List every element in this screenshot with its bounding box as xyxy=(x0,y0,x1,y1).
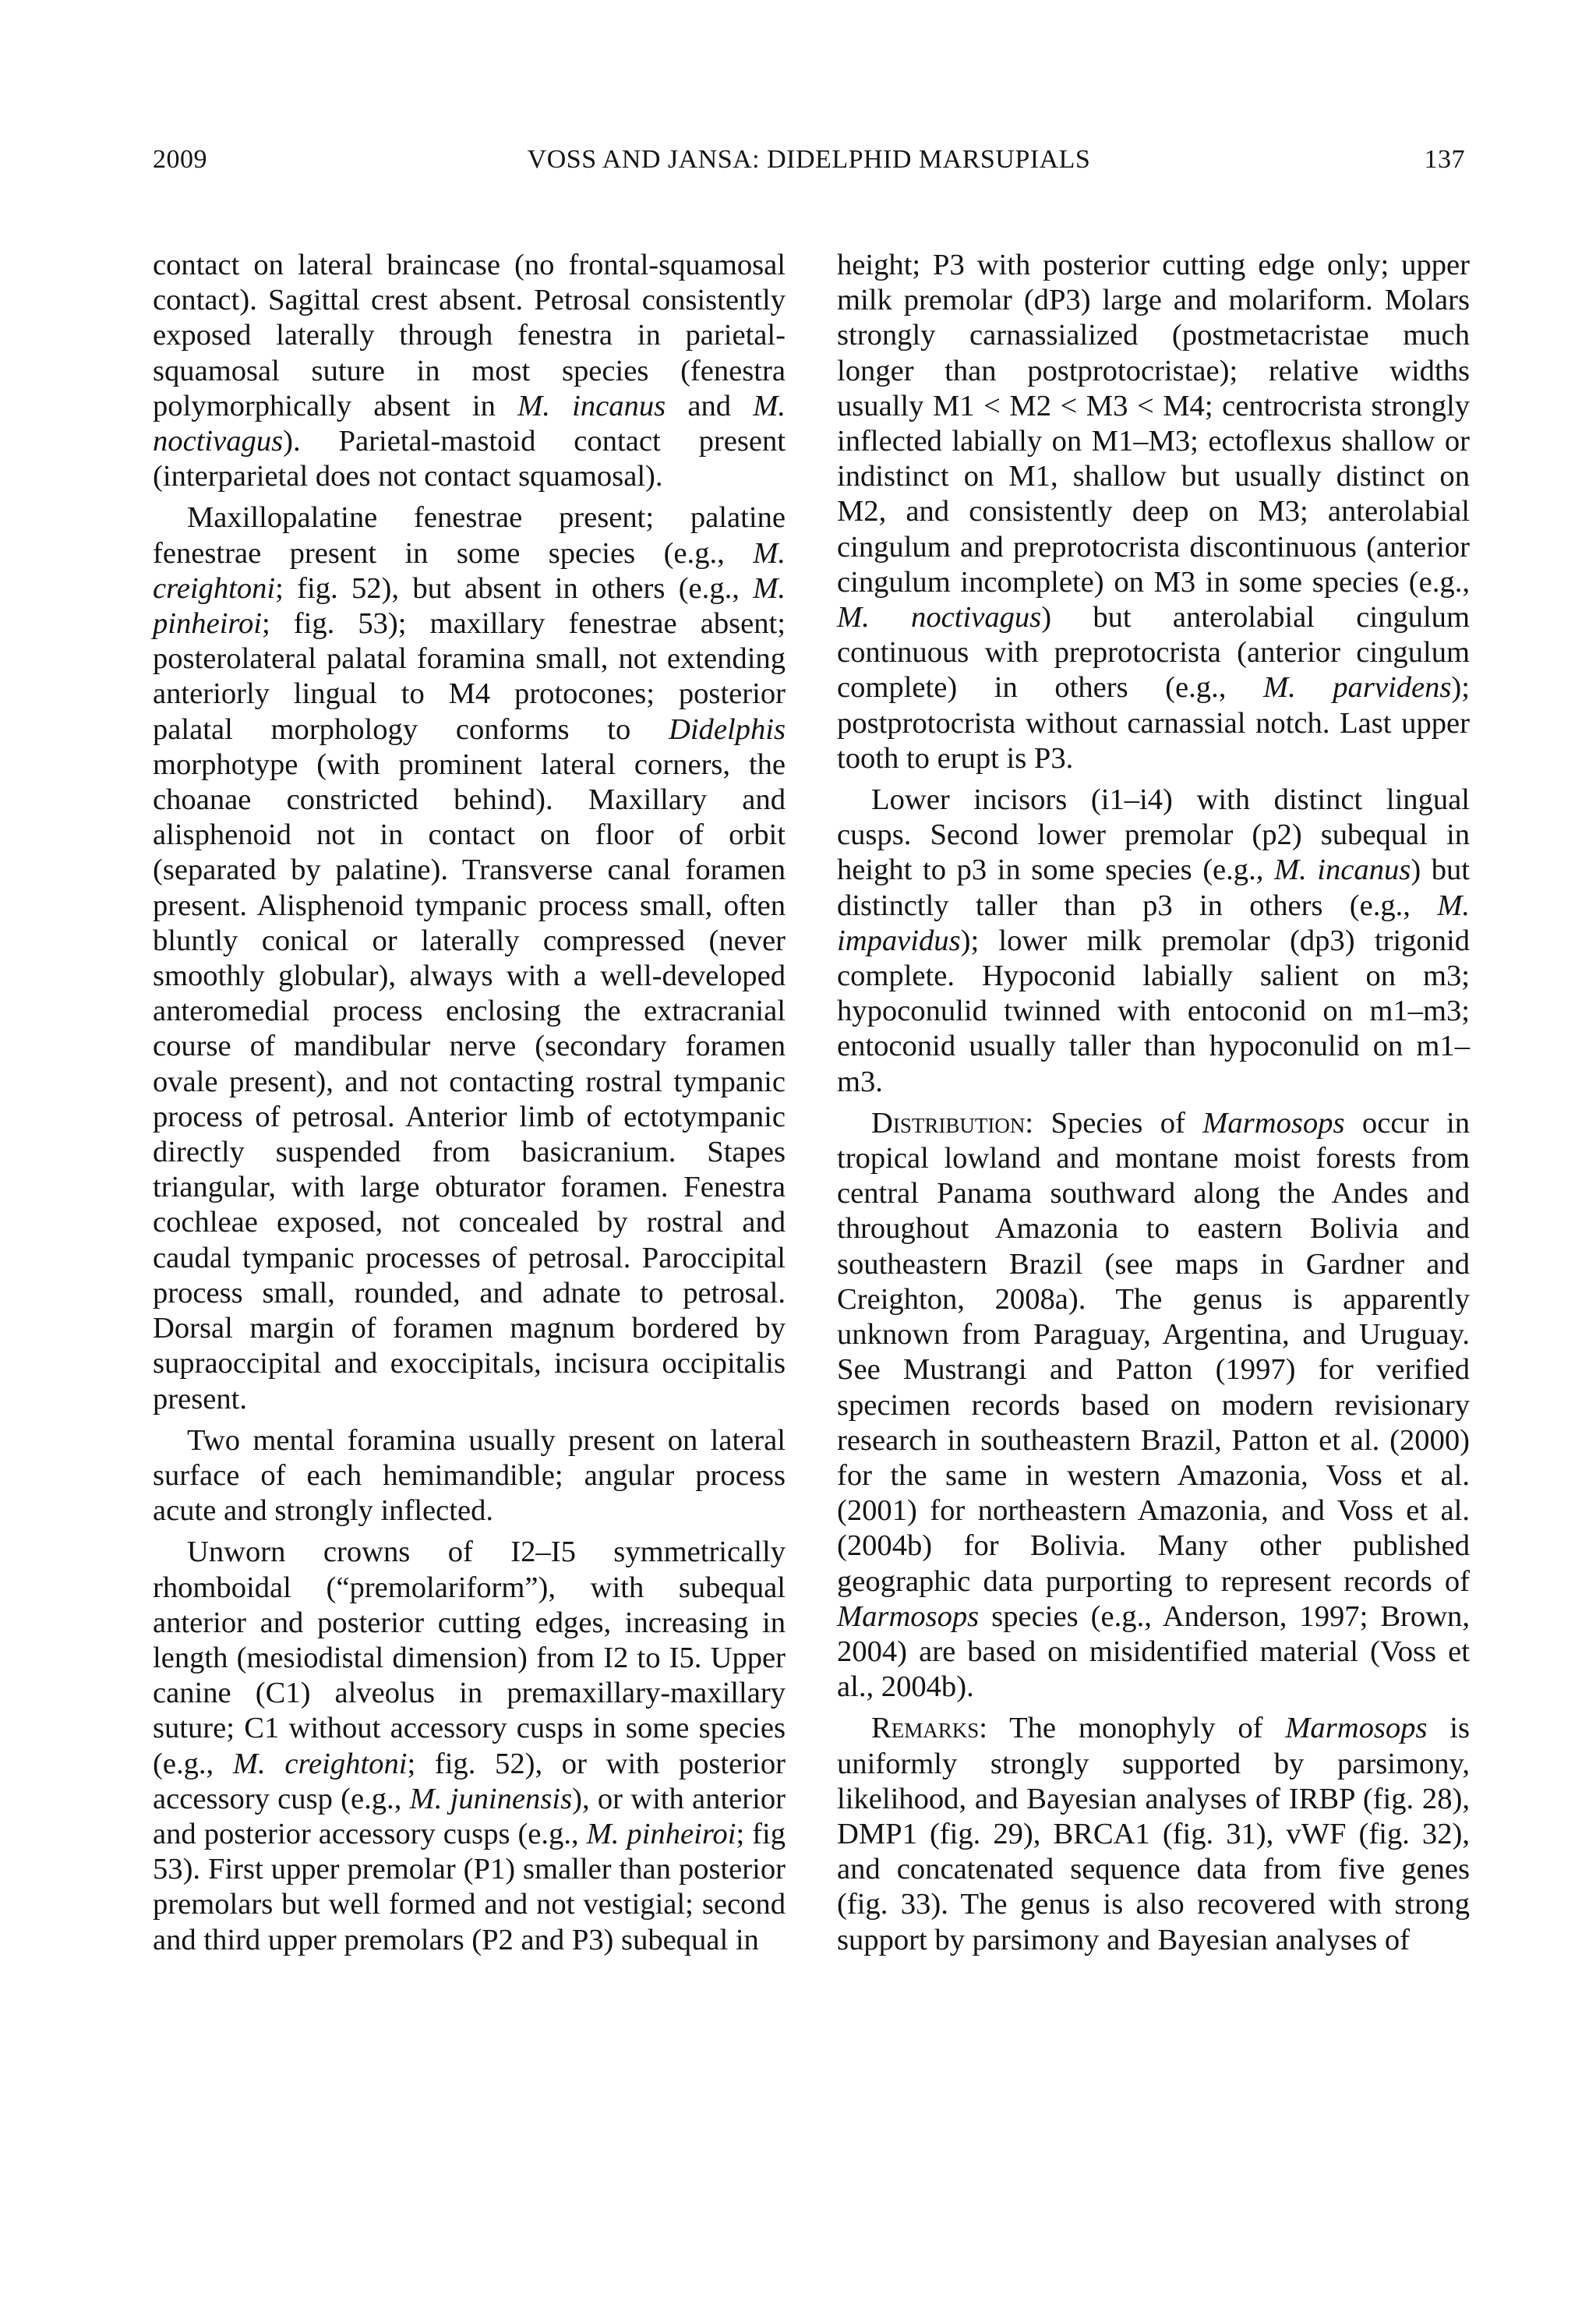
distribution-heading: Distribution xyxy=(871,1106,1026,1140)
paragraph-braincase: contact on lateral braincase (no frontal-squamosal contact). Sagittal crest absent. Petrosal consistently exposed laterally through fenestra in parietal-squamosal suture in most species (fenestra polymorphically absent in M. incanus and M. noctivagus). Parietal-mastoid contact present (interparietal does not contact squamosal). xyxy=(153,249,786,493)
paragraph-mandible: Two mental foramina usually present on lateral surface of each hemimandible; angular process acute and strongly inflected. xyxy=(153,1423,786,1528)
remarks-heading: Remarks xyxy=(871,1712,980,1745)
left-column xyxy=(153,248,786,1964)
header-year: 2009 xyxy=(153,145,207,174)
paragraph-distribution: Distribution: Species of Marmosops occur in tropical lowland and montane moist forests from central Panama southward along the Andes and throughout Amazonia to eastern Bolivia and southeastern Brazil (see maps in Gardner and Creighton, 2008a). The genus is apparently unknown from Paraguay, Argentina, and Uruguay. See Mustrangi and Patton (1997) for verified specimen records based on modern revisionary research in southeastern Brazil, Patton et al. (2000) for the same in western Amazonia, Voss et al. (2001) for northeastern Amazonia, and Voss et al. (2004b) for Bolivia. Many other published geographic data purporting to represent records of Marmosops species (e.g., Anderson, 1997; Brown, 2004) are based on misidentified material (Voss et al., 2004b). xyxy=(837,1106,1470,1704)
paragraph-lower-teeth: Lower incisors (i1–i4) with distinct lingual cusps. Second lower premolar (p2) subequal in height to p3 in some species (e.g., M. incanus) but distinctly taller than p3 in others (e.g., M. impavidus); lower milk premolar (dp3) trigonid complete. Hypoconid labially salient on m3; hypoconulid twinned with entoconid on m1–m3; entoconid usually taller than hypoconulid on m1–m3. xyxy=(837,783,1471,1098)
right-column xyxy=(837,248,1470,1964)
paragraph-palate: Maxillopalatine fenestrae present; palatine fenestrae present in some species (e.g., M. creightoni; fig. 52), but absent in others (e.g., M. pinheiroi; fig. 53); maxillary fenestrae absent; posterolateral palatal foramina small, not extending anteriorly lingual to M4 protocones; posterior palatal morphology conforms to Didelphis morphotype (with prominent lateral corners, the choanae constricted behind). Maxillary and alisphenoid not in contact on floor of orbit (separated by palatine). Transverse canal foramen present. Alisphenoid tympanic process small, often bluntly conical or laterally compressed (never smoothly globular), always with a well-developed anteromedial process enclosing the extracranial course of mandibular nerve (secondary foramen ovale present), and not contacting rostral tympanic process of petrosal. Anterior limb of ectotympanic directly suspended from basicranium. Stapes triangular, with large obturator foramen. Fenestra cochleae exposed, not concealed by rostral and caudal tympanic processes of petrosal. Paroccipital process small, rounded, and adnate to petrosal. Dorsal margin of foramen magnum bordered by supraoccipital and exoccipitals, incisura occipitalis present. xyxy=(153,501,786,1415)
paragraph-molars: height; P3 with posterior cutting edge only; upper milk premolar (dP3) large and molariform. Molars strongly carnassialized (postmetacristae much longer than postprotocristae); relative widths usually M1 < M2 < M3 < M4; centrocrista strongly inflected labially on M1–M3; ectoflexus shallow or indistinct on M1, shallow but usually distinct on M2, and consistently deep on M3; anterolabial cingulum and preprotocrista discontinuous (anterior cingulum incomplete) on M3 in some species (e.g., M. noctivagus) but anterolabial cingulum continuous with preprotocrista (anterior cingulum complete) in others (e.g., M. parvidens); postprotocrista without carnassial notch. Last upper tooth to erupt is P3. xyxy=(837,249,1470,775)
paragraph-remarks: Remarks: The monophyly of Marmosops is uniformly strongly supported by parsimony, likelihood, and Bayesian analyses of IRBP (fig. 28), DMP1 (fig. 29), BRCA1 (fig. 31), vWF (fig. 32), and concatenated sequence data from five genes (fig. 33). The genus is also recovered with strong support by parsimony and Bayesian analyses of xyxy=(837,1712,1470,1956)
running-header xyxy=(153,145,1465,182)
header-title: VOSS AND JANSA: DIDELPHID MARSUPIALS xyxy=(527,145,1091,174)
paragraph-upper-teeth: Unworn crowns of I2–I5 symmetrically rhomboidal (“premolariform”), with subequal anterior and posterior cutting edges, increasing in length (mesiodistal dimension) from I2 to I5. Upper canine (C1) alveolus in premaxillary-maxillary suture; C1 without accessory cusps in some species (e.g., M. creightoni; fig. 52), or with posterior accessory cusp (e.g., M. juninensis), or with anterior and posterior accessory cusps (e.g., M. pinheiroi; fig 53). First upper premolar (P1) smaller than posterior premolars but well formed and not vestigial; second and third upper premolars (P2 and P3) subequal in xyxy=(153,1536,786,1956)
page-number: 137 xyxy=(1424,145,1465,174)
